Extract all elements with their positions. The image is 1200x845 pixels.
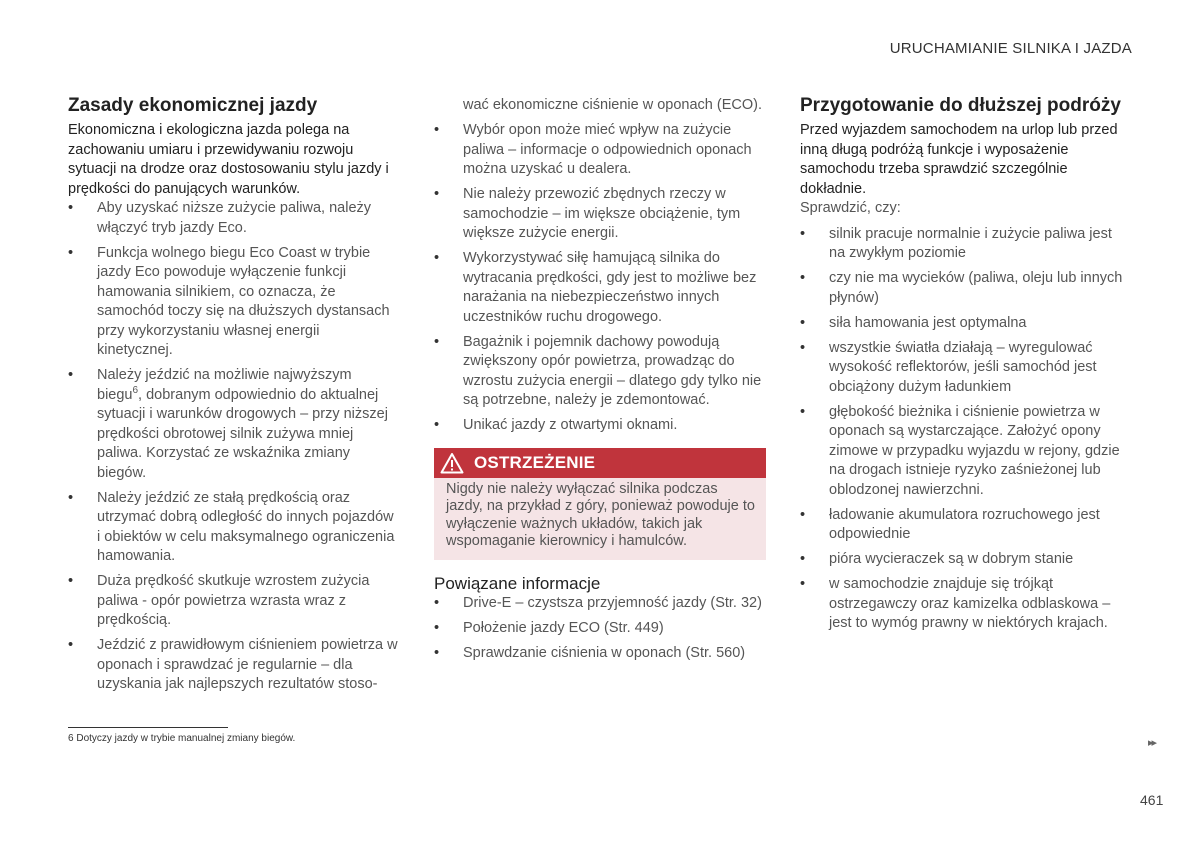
column-eco-driving-continued	[434, 96, 768, 669]
long-trip-title: Przygotowanie do dłuższej podróży	[800, 95, 1121, 116]
list-item: • Jeździć z prawidłowym ciśnieniem powietrza w oponach i sprawdzać je regularnie – dla uzyskania jak najlepszych rezultatów stoso-	[68, 636, 398, 695]
list-item: • Nie należy przewozić zbędnych rzeczy w samochodzie – im większe obciążenie, tym większe zużycie energii.	[434, 185, 768, 244]
list-item: • czy nie ma wycieków (paliwa, oleju lub innych płynów)	[800, 269, 1132, 308]
section-header: URUCHAMIANIE SILNIKA I JAZDA	[889, 40, 1132, 57]
page-number: 461	[1140, 792, 1164, 808]
eco-driving-title: Zasady ekonomicznej jazdy	[68, 95, 318, 116]
eco-driving-lead: Ekonomiczna i ekologiczna jazda polega na zachowaniu umiaru i przewidywaniu rozwoju sytuacji na drodze oraz dostosowaniu stylu jazdy i prędkości do panujących warunków.	[68, 122, 389, 197]
list-item-gear	[68, 366, 398, 483]
warning-header	[434, 448, 766, 478]
list-item: • Funkcja wolnego biegu Eco Coast w trybie jazdy Eco powoduje wyłączenie funkcji hamowania silnikiem, co oznacza, że samochód toczy się na dłuższych dystansach przy wykorzystaniu własnej energii kinetycznej.	[68, 244, 398, 361]
eco-driving-list	[68, 199, 398, 695]
footnote-number: 6	[68, 733, 74, 744]
next-page-arrow-icon: ▸▸	[1148, 737, 1156, 749]
list-item: • Unikać jazdy z otwartymi oknami.	[434, 416, 768, 436]
related-link[interactable]: • Położenie jazdy ECO (Str. 449)	[434, 619, 768, 639]
list-item: • Duża prędkość skutkuje wzrostem zużycia paliwa - opór powietrza wzrasta wraz z prędkością.	[68, 572, 398, 631]
long-trip-intro: Sprawdzić, czy:	[800, 200, 901, 216]
related-link[interactable]: • Drive-E – czystsza przyjemność jazdy (Str. 32)	[434, 594, 768, 614]
footnote-text: Dotyczy jazdy w trybie manualnej zmiany biegów.	[76, 733, 296, 744]
list-item: • Bagażnik i pojemnik dachowy powodują zwiększony opór powietrza, prowadząc do wzrostu zużycia energii – dlatego gdy tylko nie są potrzebne, należy je zdemontować.	[434, 333, 768, 411]
warning-title: OSTRZEŻENIE	[474, 452, 596, 472]
column-eco-driving	[68, 94, 398, 700]
list-item: • Wykorzystywać siłę hamującą silnika do wytracania prędkości, gdy jest to możliwe bez narażania na niebezpieczeństwo innych uczestników ruchu drogowego.	[434, 249, 768, 327]
related-link[interactable]: • Sprawdzanie ciśnienia w oponach (Str. 560)	[434, 644, 768, 664]
gear-text-before: Należy jeździć na możliwie najwyższym biegu	[97, 367, 352, 403]
warning-box	[434, 448, 766, 560]
list-item: • Wybór opon może mieć wpływ na zużycie paliwa – informacje o odpowiednich oponach można uzyskać u dealera.	[434, 121, 768, 180]
gear-text-after: , dobranym odpowiednio do aktualnej sytuacji i warunków drogowych – przy niższej prędkości obrotowej silnik zużywa mniej paliwa. Korzystać ze wskaźnika zmiany biegów.	[97, 386, 388, 481]
list-item: • w samochodzie znajduje się trójkąt ostrzegawczy oraz kamizelka odblaskowa – jest to wymóg prawny w niektórych krajach.	[800, 575, 1132, 634]
footnote-ref: 6	[132, 384, 139, 396]
list-item: • silnik pracuje normalnie i zużycie paliwa jest na zwykłym poziomie	[800, 225, 1132, 264]
warning-triangle-icon	[440, 452, 464, 474]
list-item: • Należy jeździć ze stałą prędkością oraz utrzymać dobrą odległość do innych pojazdów i obiektów w celu maksymalnego ograniczenia hamowania.	[68, 489, 398, 567]
warning-text: Nigdy nie należy wyłączać silnika podczas jazdy, na przykład z góry, ponieważ powoduje to wyłączenie ważnych układów, takich jak wspomaganie kierownicy i hamulców.	[446, 480, 755, 549]
column-long-trip	[800, 94, 1132, 639]
related-info-title: Powiązane informacje	[434, 573, 601, 593]
list-item: • wszystkie światła działają – wyregulować wysokość reflektorów, jeśli samochód jest obciążony dużym ładunkiem	[800, 339, 1132, 398]
related-info-list	[434, 594, 768, 664]
long-trip-checklist	[800, 225, 1132, 634]
list-item: • pióra wycieraczek są w dobrym stanie	[800, 550, 1132, 570]
long-trip-lead: Przed wyjazdem samochodem na urlop lub przed inną długą podróżą funkcje i wyposażenie samochodu trzeba sprawdzić szczególnie dokładnie.	[800, 122, 1118, 197]
footnote	[68, 733, 295, 744]
list-item: • Aby uzyskać niższe zużycie paliwa, należy włączyć tryb jazdy Eco.	[68, 199, 398, 238]
eco-driving-list-continued	[434, 96, 768, 436]
list-item: • ładowanie akumulatora rozruchowego jest odpowiednie	[800, 506, 1132, 545]
footnote-divider	[68, 727, 228, 728]
list-item: • głębokość bieżnika i ciśnienie powietrza w oponach są wystarczające. Założyć opony zimowe w przypadku wyjazdu w rejony, gdzie na drogach istnieje ryzyko zaśnieżonej lub oblodzonej nawierzchni.	[800, 403, 1132, 501]
list-item: • siła hamowania jest optymalna	[800, 314, 1132, 334]
list-item-continuation: wać ekonomiczne ciśnienie w oponach (ECO).	[463, 97, 762, 113]
